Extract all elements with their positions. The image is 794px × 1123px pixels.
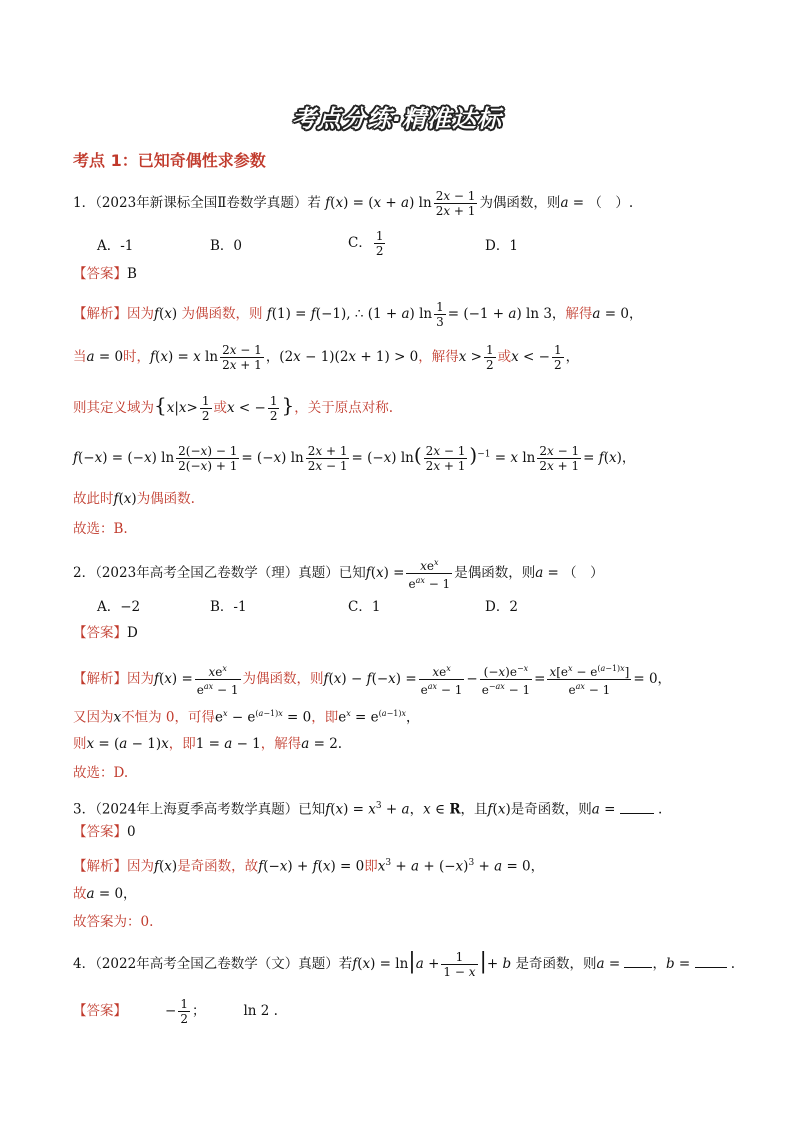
q1-option-a: A．-1 bbox=[97, 238, 134, 254]
section-heading: 考点 1：已知奇偶性求参数 bbox=[73, 151, 266, 170]
q2-option-c: C．1 bbox=[348, 599, 381, 615]
q1-analysis-line1: 【解析】因为f(x) 为偶函数，则 f(1) = f(−1), ∴ (1 + a) ln $\frac{1}{3}$ = (−1 + a) ln 3，解得a = 0， bbox=[73, 300, 643, 329]
q2-option-d: D．2 bbox=[485, 599, 518, 615]
q1-analysis-line4: f(−x) = (−x) ln $\frac{2(-x) - 1}{2(-x) + 1}$ = (−x) ln $\frac{2x + 1}{2x - 1}$ = (−x) ln( $\frac{2x - 1}{2x + 1}$ )$^{-1}$ = x ln $\frac{2x - 1}{2x + 1}$ = f(x)， bbox=[73, 443, 636, 473]
q1-option-b: B．0 bbox=[210, 238, 243, 254]
q2-analysis-line3: 则x = (a − 1)x，即1 = a − 1，解得a = 2. bbox=[73, 736, 343, 752]
q2-analysis-line4: 故选：D. bbox=[73, 765, 129, 781]
q1-analysis-line2: 当a = 0时，f(x) = x ln $\frac{2x - 1}{2x + 1}$ ，(2x − 1)(2x + 1) > 0，解得x > $\frac{1}{2}$ 或x < − $\frac{1}{2}$ ， bbox=[73, 343, 580, 372]
q2-analysis-line2: 又因为x不恒为 0，可得$e^x - e^{(a-1)x} = 0$，即$e^x = e^{(a-1)x}$， bbox=[73, 709, 420, 726]
q2-analysis-line1: 【解析】因为f(x) = $\frac{xe^x}{e^{ax} - 1}$ 为偶函数，则f(x) − f(−x) = $\frac{xe^x}{e^{ax} - 1}$ − $\frac{(-x)e^{-x}}{e^{-ax} - 1}$ = $\frac{x[e^x - e^{(a-1)x}]}{e^{ax} - 1}$ = 0， bbox=[73, 664, 672, 697]
q2-option-a: A．−2 bbox=[97, 599, 141, 615]
q1-option-c: C． $\frac{1}{2}$ bbox=[348, 229, 384, 258]
q4-answer: 【答案】 − $\frac{1}{2}$ ； ln 2 . bbox=[73, 997, 278, 1026]
q3-analysis-line2: 故a = 0， bbox=[73, 886, 137, 902]
q2-stem: 2．（2023年高考全国乙卷数学（理）真题）已知f(x) = $\frac{xe^x}{e^{ax} - 1}$ 是偶函数，则a = （ ） bbox=[73, 558, 604, 591]
q1-analysis-line5: 故此时f(x)为偶函数. bbox=[73, 491, 195, 507]
q1-option-d: D．1 bbox=[485, 238, 518, 254]
q3-analysis-line1: 【解析】因为f(x)是奇函数，故f(−x) + f(x) = 0即$x^3 + a + (-x)^3 + a = 0$， bbox=[73, 858, 545, 875]
q1-stem: 1．（2023年新课标全国Ⅱ卷数学真题）若 f(x) = (x + a) ln $\frac{2x - 1}{2x + 1}$ 为偶函数，则a = （ ）. bbox=[73, 189, 634, 218]
q3-stem: 3．（2024年上海夏季高考数学真题）已知$f(x) = x^3 + a$，x ∈ R，且f(x)是奇函数，则a = . bbox=[73, 801, 663, 818]
q2-answer: 【答案】D bbox=[73, 625, 138, 641]
q3-answer: 【答案】0 bbox=[73, 824, 136, 840]
q4-stem: 4．（2022年高考全国乙卷数学（文）真题）若f(x) = ln|a + $\frac{1}{1 - x}$ |+ b 是奇函数，则a = ，b = . bbox=[73, 949, 736, 979]
q1-analysis-line3: 则其定义域为{x|x> $\frac{1}{2}$ 或x < − $\frac{1}{2}$ }，关于原点对称. bbox=[73, 393, 394, 423]
q2-option-b: B．-1 bbox=[210, 599, 247, 615]
q1-analysis-line6: 故选：B. bbox=[73, 521, 128, 537]
q1-answer: 【答案】B bbox=[73, 266, 137, 282]
q3-analysis-line3: 故答案为：0. bbox=[73, 914, 154, 930]
page-title: 考点分练·精准达标 bbox=[291, 105, 503, 133]
